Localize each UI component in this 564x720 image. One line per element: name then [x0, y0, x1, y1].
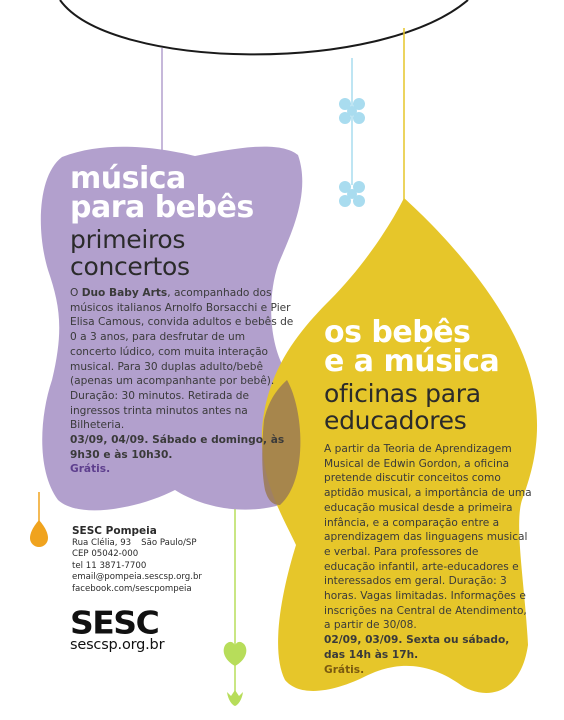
left-title-line-1: música	[70, 161, 186, 196]
left-description-performer: Duo Baby Arts	[81, 287, 168, 299]
lime-tulip-charm	[227, 690, 243, 706]
left-subtitle-line-1: primeiros	[70, 225, 186, 254]
orange-drop-charm	[30, 520, 48, 547]
right-description: A partir da Teoria de Aprendizagem Musical de Edwin Gordon, a oficina pretende discutir conceitos como aptidão musical, a importância de uma educação musical desde a primeira infância, e a comparação entre a aprendizagem das linguagens musical e verbal. Para professores de educação infantil, arte-educadores e interessados em geral. Duração: 3 horas. Vagas limitadas. Informações e inscrições na Central de Atendimento, a partir de 30/08.	[324, 443, 532, 632]
left-description	[70, 286, 294, 433]
contact-phone: tel 11 3871-7700	[72, 560, 147, 571]
right-subtitle-line-2: educadores	[324, 406, 467, 435]
sesc-logo	[70, 604, 200, 653]
left-description-pre: O	[70, 287, 82, 299]
contact-facebook[interactable]: facebook.com/sescpompeia	[72, 583, 192, 594]
left-subtitle-line-2: concertos	[70, 252, 190, 281]
right-event-block	[324, 315, 532, 677]
left-description-post: , acompanhado dos músicos italianos Arnolfo Borsacchi e Pier Elisa Camous, convida adultos e bebês de 0 a 3 anos, para desfrutar de um concerto lúdico, com muita interação musical. Para 30 duplas adulto/bebê (apenas um acompanhante por bebê). Duração: 30 minutos. Retirada de ingressos trinta minutos antes na Bilheteria.	[70, 287, 294, 432]
right-price: Grátis.	[324, 663, 365, 676]
contact-street: Rua Clélia, 93	[72, 538, 132, 548]
sesc-website[interactable]: sescsp.org.br	[70, 637, 165, 653]
contact-org: SESC Pompeia	[72, 525, 157, 537]
left-dates: 03/09, 04/09. Sábado e domingo, às 9h30 e às 10h30.	[70, 434, 285, 461]
right-subtitle-line-1: oficinas para	[324, 379, 481, 408]
contact-cep: CEP 05042-000	[72, 549, 139, 560]
left-event-block	[70, 161, 294, 477]
right-dates: 02/09, 03/09. Sexta ou sábado, das 14h às 17h.	[324, 634, 510, 661]
right-title-line-2: e a música	[324, 344, 500, 379]
left-title-line-2: para bebês	[70, 190, 254, 225]
mobile-wire	[60, 0, 468, 54]
contact-email[interactable]: email@pompeia.sescsp.org.br	[72, 572, 202, 583]
contact-city: São Paulo/SP	[141, 538, 197, 548]
contact-address-row	[72, 538, 232, 549]
right-title-line-1: os bebês	[324, 315, 471, 350]
contact-info	[72, 524, 232, 595]
left-price: Grátis.	[70, 463, 111, 476]
sesc-logo-mark: SESC	[70, 604, 159, 642]
